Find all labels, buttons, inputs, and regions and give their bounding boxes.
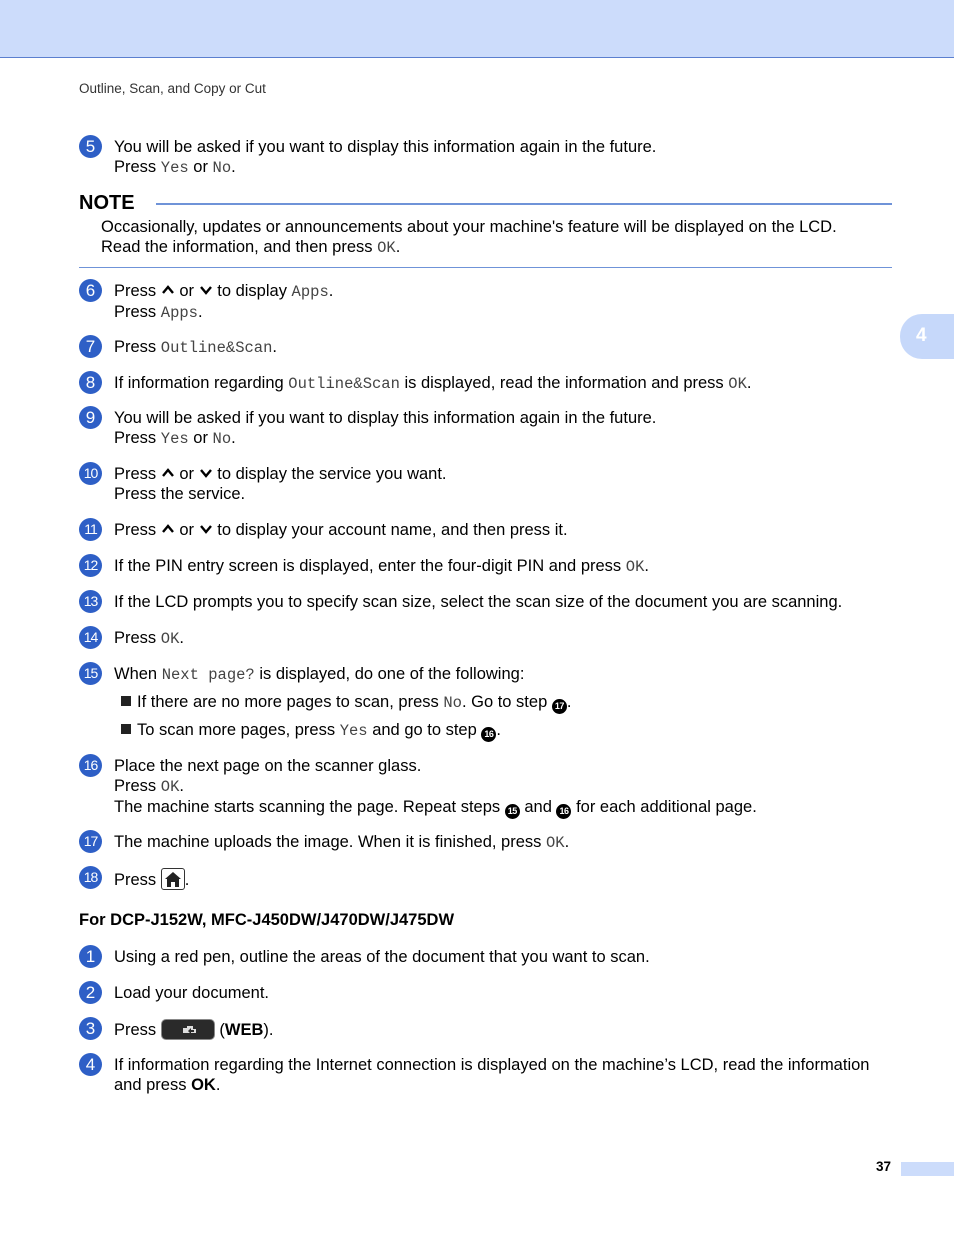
ok-label: OK bbox=[160, 630, 180, 648]
step-text: and press bbox=[114, 1076, 187, 1094]
press-label: Press bbox=[114, 282, 157, 300]
step-number: 12 bbox=[79, 554, 102, 577]
step-number: 5 bbox=[79, 135, 102, 158]
note-divider-bottom bbox=[79, 267, 892, 268]
step-16: 16 Place the next page on the scanner glass. Press OK. The machine starts scanning the page. Repeat steps 15 and 16 for each additional page. bbox=[79, 756, 894, 819]
apps-label: Apps bbox=[291, 283, 329, 301]
step-12: 12 If the PIN entry screen is displayed, enter the four-digit PIN and press OK. bbox=[79, 556, 894, 577]
home-icon bbox=[161, 868, 185, 890]
ok-label: OK bbox=[625, 558, 645, 576]
ok-label: OK bbox=[377, 239, 396, 257]
step-text: Using a red pen, outline the areas of the document that you want to scan. bbox=[114, 948, 650, 966]
chevron-up-icon bbox=[161, 522, 175, 536]
chevron-down-icon bbox=[199, 522, 213, 536]
bullet-text: If there are no more pages to scan, press bbox=[137, 693, 439, 711]
ok-label: OK bbox=[728, 375, 747, 393]
header-band bbox=[0, 0, 954, 58]
step-text: The machine uploads the image. When it is finished, press bbox=[114, 833, 542, 851]
step-2 bbox=[79, 983, 894, 1004]
step-number: 18 bbox=[79, 866, 102, 889]
step-number: 2 bbox=[79, 981, 102, 1004]
step-text: Load your document. bbox=[114, 984, 270, 1002]
step-13 bbox=[79, 592, 894, 613]
chapter-number: 4 bbox=[916, 325, 927, 346]
step-text: If information regarding the Internet connection is displayed on the machine’s LCD, read the information bbox=[114, 1056, 870, 1074]
press-label: Press bbox=[114, 521, 157, 539]
step-number: 6 bbox=[79, 279, 102, 302]
step-number: 16 bbox=[79, 754, 102, 777]
or-label: or bbox=[193, 158, 208, 176]
press-label: Press bbox=[114, 777, 157, 795]
or-label: or bbox=[179, 465, 195, 483]
ok-label: OK bbox=[191, 1076, 216, 1094]
outline-scan-label: Outline&Scan bbox=[288, 375, 400, 393]
chapter-tab bbox=[900, 314, 954, 359]
no-option: No bbox=[212, 430, 232, 448]
step-number: 17 bbox=[79, 830, 102, 853]
no-option: No bbox=[443, 694, 462, 712]
step-text: to display your account name, and then press it. bbox=[217, 521, 568, 539]
bullet-text: and go to step bbox=[372, 721, 477, 739]
step-8: 8 If information regarding Outline&Scan is displayed, read the information and press OK. bbox=[79, 373, 894, 394]
step-text: You will be asked if you want to display this information again in the future. bbox=[114, 409, 657, 427]
yes-option: Yes bbox=[160, 159, 189, 177]
note-divider-top bbox=[156, 203, 892, 205]
step-reference: 16 bbox=[481, 727, 496, 742]
bullet-text: To scan more pages, press bbox=[137, 721, 336, 739]
web-label: WEB bbox=[224, 1021, 264, 1039]
bullet-icon bbox=[121, 724, 131, 734]
page-number: 37 bbox=[876, 1159, 892, 1174]
and-label: and bbox=[524, 798, 552, 816]
step-4: 4 If information regarding the Internet connection is displayed on the machine’s LCD, read the information and press OK. bbox=[79, 1055, 894, 1095]
press-label: Press bbox=[114, 465, 157, 483]
note-body: Occasionally, updates or announcements about your machine's feature will be displayed on the LCD. Read the information, and then press OK. bbox=[101, 218, 837, 257]
outline-scan-label: Outline&Scan bbox=[160, 339, 273, 357]
step-text: Press the service. bbox=[114, 485, 246, 503]
step-text: If information regarding bbox=[114, 374, 284, 392]
press-label: Press bbox=[114, 629, 157, 647]
press-label: Press bbox=[114, 1021, 157, 1039]
or-label: or bbox=[179, 282, 195, 300]
chevron-down-icon bbox=[199, 283, 213, 297]
press-label: Press bbox=[114, 871, 157, 889]
running-head: Outline, Scan, and Copy or Cut bbox=[79, 81, 266, 96]
step-11 bbox=[79, 520, 894, 541]
step-text: Place the next page on the scanner glass. bbox=[114, 757, 422, 775]
step-number: 4 bbox=[79, 1053, 102, 1076]
step-number: 8 bbox=[79, 371, 102, 394]
step-number: 15 bbox=[79, 662, 102, 685]
step-text: If the LCD prompts you to specify scan size, select the scan size of the document you are scanning. bbox=[114, 593, 843, 611]
step-text: You will be asked if you want to display this information again in the future. bbox=[114, 138, 657, 156]
step-5: 5 You will be asked if you want to display this information again in the future. Press Yes or No. bbox=[79, 137, 894, 178]
list-item: To scan more pages, press Yes and go to step 16 . bbox=[121, 720, 501, 742]
step-number: 9 bbox=[79, 406, 102, 429]
step-reference: 16 bbox=[556, 804, 571, 819]
step-number: 11 bbox=[79, 518, 102, 541]
step-3: 3 Press (WEB). bbox=[79, 1019, 894, 1040]
step-15 bbox=[79, 664, 894, 685]
footer-band bbox=[901, 1162, 954, 1176]
chevron-down-icon bbox=[199, 466, 213, 480]
yes-option: Yes bbox=[339, 722, 368, 740]
step-9: 9 You will be asked if you want to display this information again in the future. Press Yes or No. bbox=[79, 408, 894, 449]
step-text: for each additional page. bbox=[576, 798, 757, 816]
section-heading: For DCP-J152W, MFC-J450DW/J470DW/J475DW bbox=[79, 911, 455, 929]
press-label: Press bbox=[114, 429, 157, 447]
yes-option: Yes bbox=[160, 430, 189, 448]
step-text: The machine starts scanning the page. Repeat steps bbox=[114, 798, 501, 816]
no-option: No bbox=[212, 159, 232, 177]
step-number: 1 bbox=[79, 945, 102, 968]
note-line: Read the information, and then press bbox=[101, 238, 373, 256]
step-text: When bbox=[114, 665, 158, 683]
press-label: Press bbox=[114, 303, 157, 321]
apps-label: Apps bbox=[160, 304, 198, 322]
list-item: If there are no more pages to scan, press No. Go to step 17 . bbox=[121, 692, 571, 714]
web-button-icon bbox=[161, 1019, 215, 1040]
next-page-label: Next page? bbox=[161, 666, 255, 684]
step-14: 14 Press OK. bbox=[79, 628, 894, 649]
step-text: If the PIN entry screen is displayed, enter the four-digit PIN and press bbox=[114, 557, 622, 575]
step-number: 7 bbox=[79, 335, 102, 358]
ok-label: OK bbox=[160, 778, 180, 796]
bullet-icon bbox=[121, 696, 131, 706]
step-number: 13 bbox=[79, 590, 102, 613]
note-line: Occasionally, updates or announcements about your machine's feature will be displayed on the LCD. bbox=[101, 218, 837, 236]
step-number: 14 bbox=[79, 626, 102, 649]
step-18: 18 Press . bbox=[79, 868, 894, 890]
chevron-up-icon bbox=[161, 283, 175, 297]
step-1 bbox=[79, 947, 894, 968]
press-label: Press bbox=[114, 158, 157, 176]
step-number: 10 bbox=[79, 462, 102, 485]
step-reference: 17 bbox=[552, 699, 567, 714]
step-text: to display bbox=[217, 282, 287, 300]
chevron-up-icon bbox=[161, 466, 175, 480]
step-6: 6 Press or to display Apps. Press Apps. bbox=[79, 281, 894, 323]
note-title: NOTE bbox=[79, 192, 135, 214]
or-label: or bbox=[179, 521, 195, 539]
step-10 bbox=[79, 464, 894, 504]
step-text: to display the service you want. bbox=[217, 465, 447, 483]
step-17: 17 The machine uploads the image. When it is finished, press OK. bbox=[79, 832, 894, 853]
step-7: 7 Press Outline&Scan. bbox=[79, 337, 894, 358]
or-label: or bbox=[193, 429, 208, 447]
step-text: is displayed, read the information and press bbox=[404, 374, 724, 392]
step-number: 3 bbox=[79, 1017, 102, 1040]
ok-label: OK bbox=[545, 834, 565, 852]
step-reference: 15 bbox=[505, 804, 520, 819]
step-text: is displayed, do one of the following: bbox=[259, 665, 525, 683]
bullet-text: . Go to step bbox=[461, 693, 548, 711]
press-label: Press bbox=[114, 338, 157, 356]
